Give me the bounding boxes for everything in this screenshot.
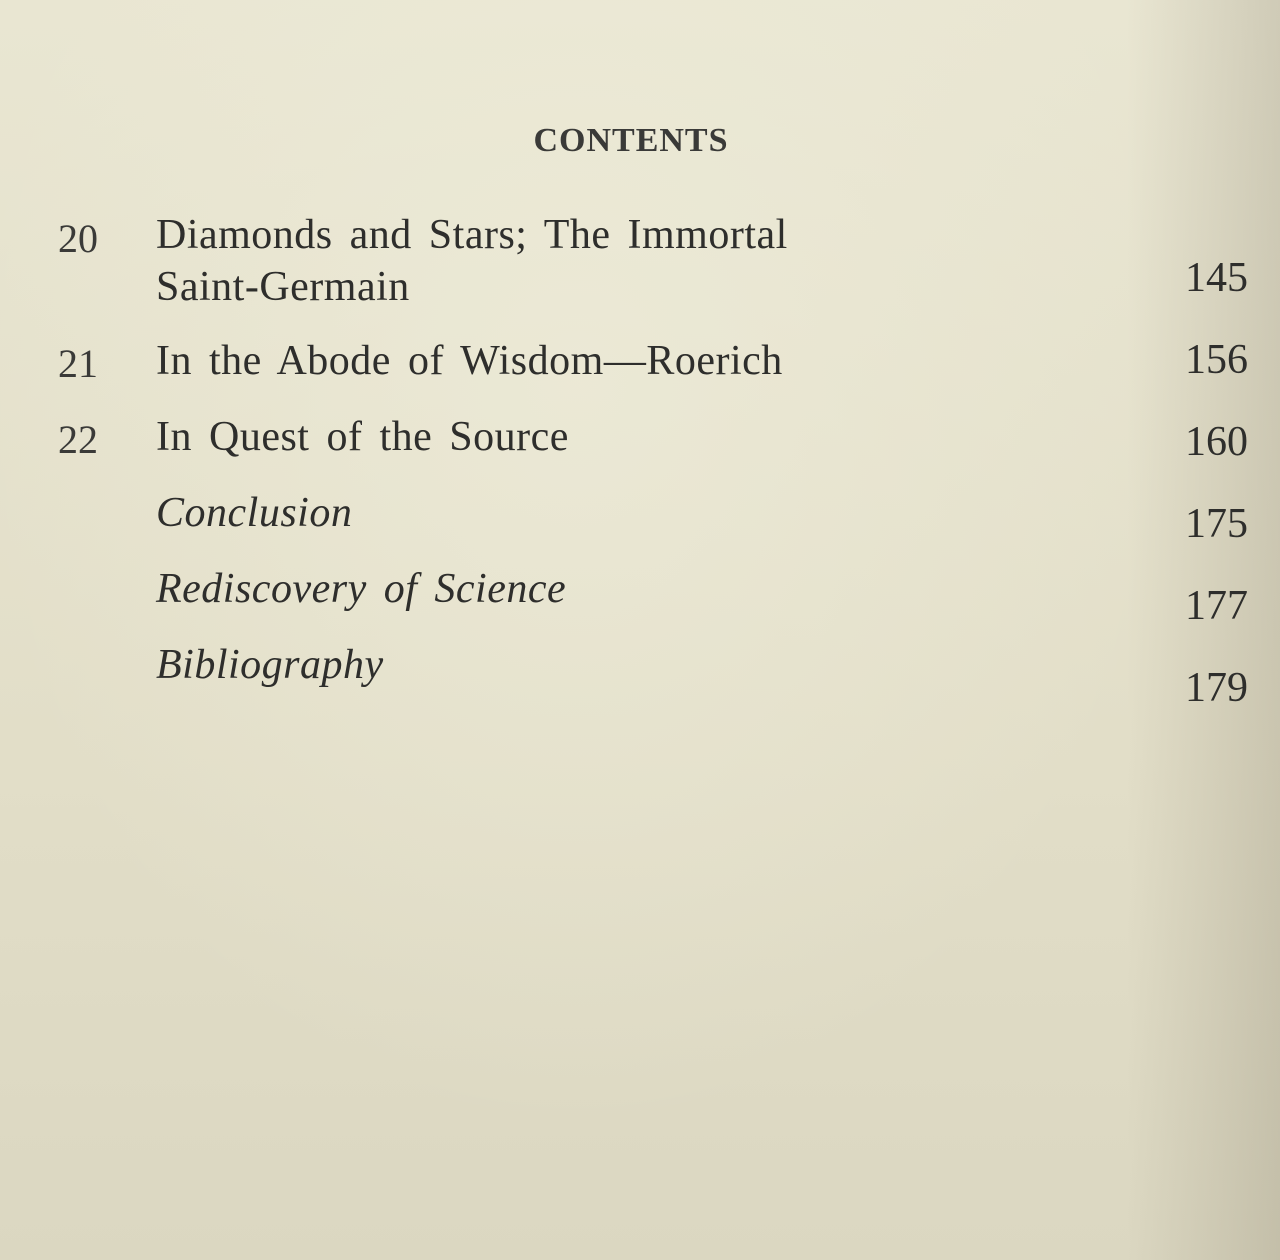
contents-heading: CONTENTS — [533, 122, 729, 159]
page-number: 156 — [1185, 337, 1248, 383]
chapter-title: In the Abode of Wisdom—Roerich — [156, 338, 783, 384]
section-title: Rediscovery of Science — [156, 566, 567, 612]
section-title: Conclusion — [156, 490, 353, 536]
chapter-number: 20 — [58, 216, 98, 261]
chapter-title-line1: Diamonds and Stars; The Immortal — [156, 212, 788, 258]
chapter-title-line2: Saint-Germain — [156, 264, 410, 310]
chapter-number: 22 — [58, 417, 98, 462]
chapter-title: In Quest of the Source — [156, 414, 569, 460]
page-number: 145 — [1185, 255, 1248, 301]
page-number: 177 — [1185, 583, 1248, 629]
section-title: Bibliography — [156, 642, 384, 688]
page-number: 179 — [1185, 665, 1248, 711]
page-number: 160 — [1185, 419, 1248, 465]
page-number: 175 — [1185, 501, 1248, 547]
chapter-number: 21 — [58, 341, 98, 386]
